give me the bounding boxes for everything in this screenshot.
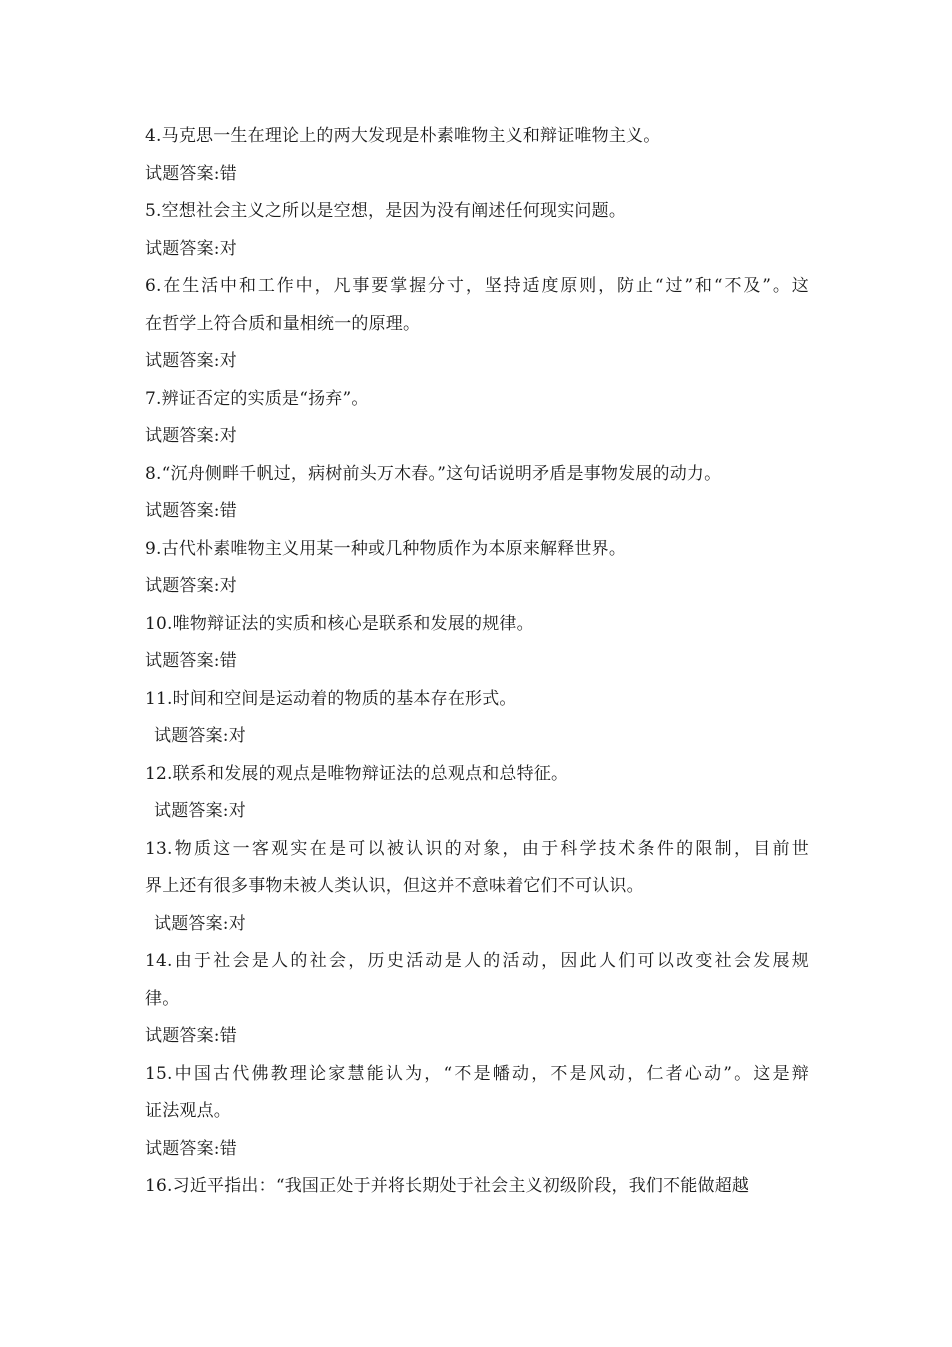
question-item: [145, 681, 815, 756]
question-text: 11.时间和空间是运动着的物质的基本存在形式。: [145, 688, 517, 709]
question-text: 12.联系和发展的观点是唯物辩证法的总观点和总特征。: [145, 763, 569, 784]
question-item: [145, 1168, 815, 1206]
question-item: [145, 193, 815, 268]
question-text: 界上还有很多事物未被人类认识，但这并不意味着它们不可认识。: [145, 876, 644, 896]
answer-text: 试题答案:对: [154, 913, 246, 934]
question-text: 证法观点。: [145, 1101, 231, 1121]
question-text: 13.物质这一客观实在是可以被认识的对象，由于科学技术条件的限制，目前世: [145, 838, 809, 859]
question-item: [145, 268, 815, 381]
question-text: 8.“沉舟侧畔千帆过，病树前头万木春。”这句话说明矛盾是事物发展的动力。: [145, 463, 722, 484]
answer-text: 试题答案:错: [145, 163, 237, 184]
answer-text: 试题答案:错: [145, 501, 237, 521]
question-text: 7.辨证否定的实质是“扬弃”。: [145, 388, 369, 409]
answer-text: 试题答案:对: [145, 576, 237, 596]
question-item: [145, 381, 815, 456]
question-item: [145, 831, 815, 944]
question-item: [145, 456, 815, 531]
answer-text: 试题答案:对: [145, 426, 237, 446]
answer-text: 试题答案:错: [145, 1138, 237, 1159]
question-text: 律。: [145, 988, 180, 1009]
question-item: [145, 606, 815, 681]
question-text: 5.空想社会主义之所以是空想，是因为没有阐述任何现实问题。: [145, 201, 627, 221]
answer-text: 试题答案:错: [145, 1026, 237, 1046]
question-text: 10.唯物辩证法的实质和核心是联系和发展的规律。: [145, 613, 534, 634]
question-text: 9.古代朴素唯物主义用某一种或几种物质作为本原来解释世界。: [145, 538, 627, 559]
question-item: [145, 118, 815, 193]
question-item: [145, 531, 815, 606]
answer-text: 试题答案:对: [154, 726, 246, 746]
question-text: 6.在生活中和工作中，凡事要掌握分寸，坚持适度原则，防止“过”和“不及”。这: [145, 276, 809, 296]
question-item: [145, 943, 815, 1056]
answer-text: 试题答案:对: [145, 238, 237, 259]
question-item: [145, 756, 815, 831]
question-text: 15.中国古代佛教理论家慧能认为，“不是幡动，不是风动，仁者心动”。这是辩: [145, 1063, 809, 1084]
question-list: [145, 118, 815, 1206]
question-text: 在哲学上符合质和量相统一的原理。: [145, 313, 421, 334]
question-text: 4.马克思一生在理论上的两大发现是朴素唯物主义和辩证唯物主义。: [145, 126, 661, 146]
question-text: 16.习近平指出：“我国正处于并将长期处于社会主义初级阶段，我们不能做超越: [145, 1176, 750, 1196]
answer-text: 试题答案:错: [145, 651, 237, 671]
answer-text: 试题答案:对: [154, 801, 246, 821]
question-text: 14.由于社会是人的社会，历史活动是人的活动，因此人们可以改变社会发展规: [145, 951, 809, 971]
answer-text: 试题答案:对: [145, 351, 237, 371]
question-item: [145, 1056, 815, 1169]
